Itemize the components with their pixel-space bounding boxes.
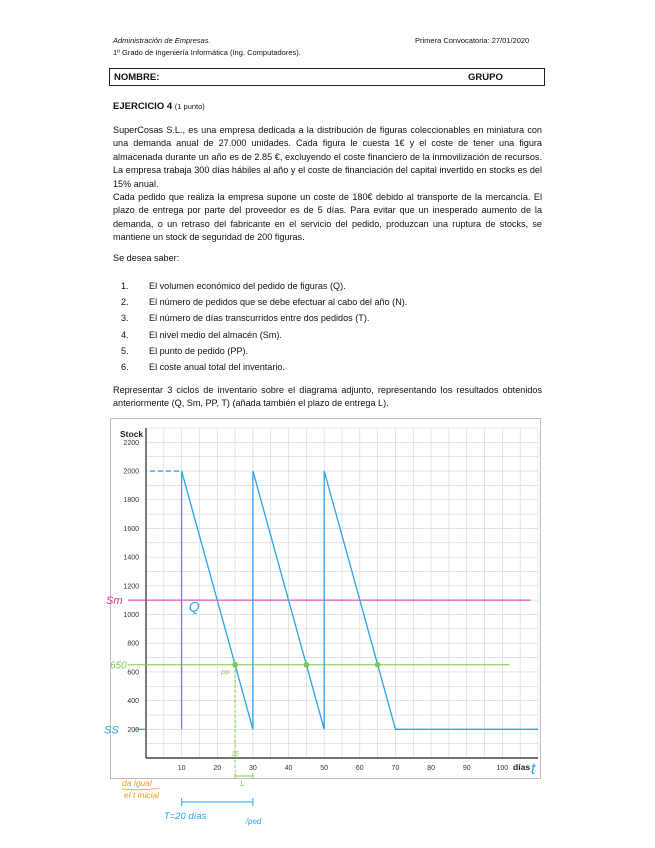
y-axis-label: Stock (120, 429, 144, 439)
x-tick-label: 20 (213, 765, 222, 772)
y-tick-label: 1200 (123, 583, 139, 591)
exam-date: Primera Convocatoria: 27/01/2020 (415, 36, 530, 45)
initial-time-note-line2: el t inicial (124, 790, 159, 800)
diagram-instructions: Representar 3 ciclos de inventario sobre el diagrama adjunto, representando los resultados obtenidos anteriormente (Q, Sm, PP, T) (añada también el plazo de entrega L). (113, 385, 542, 409)
list-item: 1. El volumen económico del pedido de figuras (Q). (121, 281, 346, 291)
pp-label: PP (220, 669, 230, 677)
x-tick-label: 90 (462, 765, 471, 772)
y-tick-label: 1000 (123, 612, 139, 620)
y-tick-label: 1800 (123, 497, 139, 505)
q-label: Q (188, 598, 200, 615)
problem-paragraph-2: Cada pedido que realiza la empresa supone un coste de 180€ debido al transporte de la mercancía. El plazo de entrega por parte del proveedor es de 5 días. Para evitar que un inesperado aumento de la demanda, o un retraso del fabricante en el servicio del pedido, produzcan una ruptura de stocks, se mantiene un stock de seguridad de 200 figuras. (113, 192, 542, 243)
group-label: GRUPO (468, 72, 503, 83)
exercise-title: EJERCICIO 4 (113, 101, 173, 112)
name-label: NOMBRE: (114, 72, 160, 83)
y-tick-label: 200 (127, 726, 139, 734)
list-item: 5. El punto de pedido (PP). (121, 345, 249, 356)
question-list (113, 278, 407, 375)
lead-tick-label: 25 (231, 751, 239, 758)
lead-time-label: L (240, 779, 245, 788)
course-degree: 1º Grado de Ingeniería Informática (Ing. Computadores). (113, 48, 301, 57)
y-tick-label: 400 (127, 698, 139, 706)
problem-paragraph-1: SuperCosas S.L., es una empresa dedicada a la distribución de figuras coleccionables en miniatura con una demanda anual de 27.000 unidades. Cada figura le cuesta 1€ y el coste de tener una figura almacenada durante un año es de 2.85 €, excluyendo el coste financiero de la inmovilización de recursos. La empresa trabaja 300 días hábiles al año y el coste de financiación del capital invertido en stocks es del 15% anual. (113, 125, 542, 189)
y-tick-label: 2200 (123, 439, 139, 447)
t-axis-label: t (530, 761, 536, 778)
mean-stock-label: Sm (106, 595, 123, 608)
exercise-points: (1 punto) (174, 102, 205, 111)
initial-time-note-line1: da igual (122, 778, 152, 788)
list-item: 4. El nivel medio del almacén (Sm). (121, 329, 282, 340)
x-axis-label: días (513, 762, 531, 772)
x-tick-label: 30 (249, 765, 257, 772)
cycle-time-note-suffix: /ped (245, 817, 262, 826)
name-box[interactable] (109, 68, 545, 86)
y-tick-label: 1400 (123, 554, 139, 562)
y-tick-label: 2000 (123, 468, 139, 476)
x-tick-label: 10 (177, 765, 186, 772)
cycle-time-note: T=20 días (163, 811, 207, 822)
question-intro: Se desea saber: (113, 253, 180, 263)
x-tick-label: 70 (391, 765, 400, 772)
y-tick-label: 600 (127, 669, 139, 677)
chart-frame (111, 419, 541, 779)
y-tick-label: 800 (127, 640, 139, 648)
list-item: 6. El coste anual total del inventario. (121, 362, 285, 373)
x-tick-label: 100 (496, 765, 509, 772)
list-item: 2. El número de pedidos que se debe efectuar al cabo del año (N). (121, 297, 408, 308)
x-tick-label: 80 (427, 765, 435, 772)
x-tick-label: 60 (355, 765, 364, 772)
x-tick-label: 40 (284, 765, 293, 772)
y-tick-label: 1600 (123, 525, 139, 533)
reorder-value-label: 650 (110, 660, 127, 672)
inventory-chart (104, 418, 655, 848)
reorder-point-marker (375, 662, 381, 668)
x-tick-label: 50 (320, 765, 329, 772)
exercise-heading (113, 101, 205, 112)
safety-stock-label: SS (104, 724, 119, 737)
list-item: 3. El número de días transcurridos entre dos pedidos (T). (121, 313, 370, 324)
course-title: Administración de Empresas. (113, 36, 211, 45)
reorder-point-marker (304, 662, 310, 668)
